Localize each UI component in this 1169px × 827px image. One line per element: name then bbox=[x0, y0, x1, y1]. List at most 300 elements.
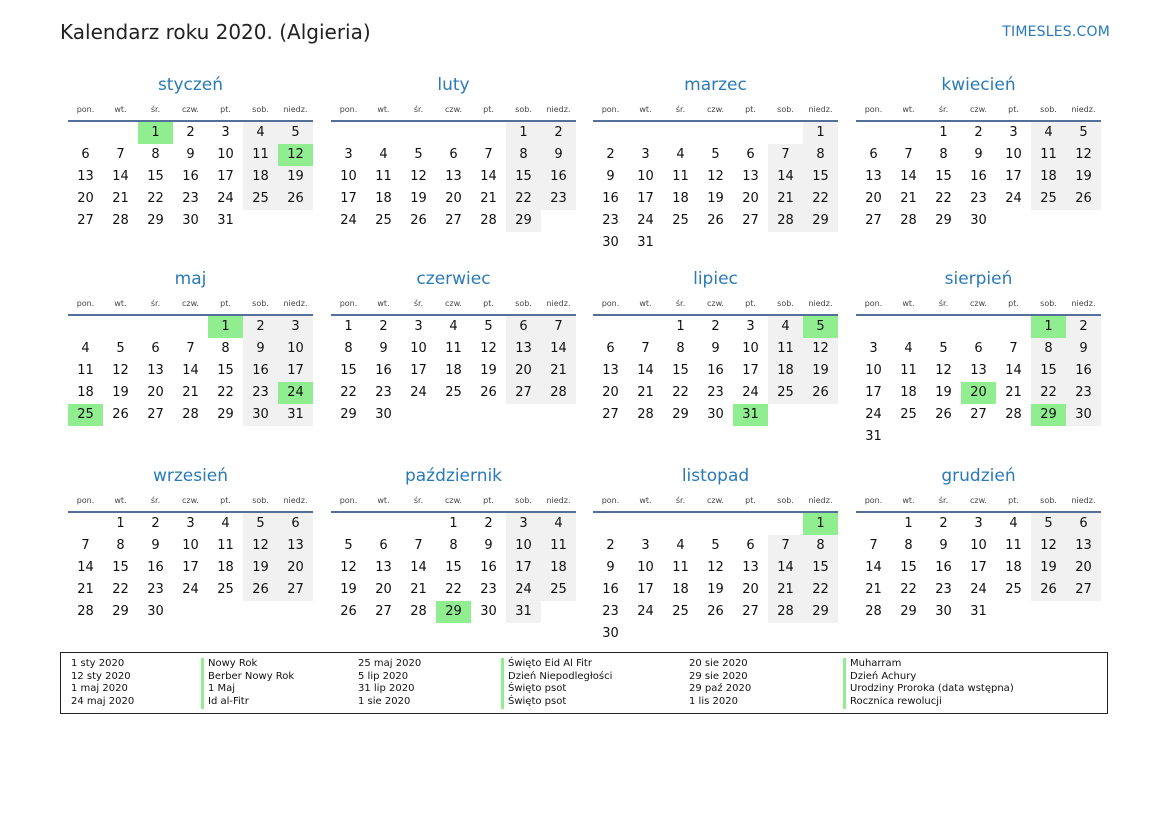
day-cell: 31 bbox=[865, 429, 882, 444]
day-cell: 16 bbox=[375, 363, 392, 378]
day-cell: 6 bbox=[606, 341, 615, 356]
day-cell: 23 bbox=[541, 188, 576, 210]
weekday-label: sob. bbox=[252, 299, 269, 308]
day-cell: 12 bbox=[243, 535, 278, 557]
legend-date: 29 sie 2020 bbox=[689, 670, 748, 682]
day-cell: 9 bbox=[186, 147, 195, 162]
day-cell: 17 bbox=[637, 191, 654, 206]
day-cell: 31 bbox=[637, 235, 654, 250]
weekday-header bbox=[856, 491, 1101, 513]
day-cell: 6 bbox=[869, 147, 878, 162]
day-cell: 17 bbox=[217, 169, 234, 184]
day-cell: 22 bbox=[112, 582, 129, 597]
day-cell: 16 bbox=[147, 560, 164, 575]
day-cell: 21 bbox=[112, 191, 129, 206]
day-cell: 16 bbox=[970, 169, 987, 184]
weekday-label: niedz. bbox=[546, 496, 571, 505]
day-cell: 22 bbox=[900, 582, 917, 597]
day-cell: 1 bbox=[449, 516, 458, 531]
empty-cell bbox=[436, 122, 471, 144]
weekday-label: sob. bbox=[1040, 496, 1057, 505]
weekday-label: niedz. bbox=[546, 105, 571, 114]
weekday-label: śr. bbox=[150, 105, 161, 114]
legend-holiday-name: Rocznica rewolucji bbox=[843, 696, 1014, 709]
weekday-label: śr. bbox=[675, 496, 686, 505]
weekday-label: śr. bbox=[675, 299, 686, 308]
day-cell: 12 bbox=[480, 341, 497, 356]
legend-names bbox=[501, 658, 612, 709]
day-cell: 25 bbox=[445, 385, 462, 400]
empty-cell bbox=[628, 122, 663, 144]
day-grid bbox=[856, 316, 1101, 448]
weekday-header bbox=[856, 294, 1101, 316]
day-cell: 24 bbox=[182, 582, 199, 597]
day-cell: 26 bbox=[707, 604, 724, 619]
weekday-label: śr. bbox=[938, 105, 949, 114]
day-cell: 13 bbox=[742, 560, 759, 575]
day-cell: 15 bbox=[445, 560, 462, 575]
day-cell: 2 bbox=[939, 516, 948, 531]
weekday-label: wt. bbox=[114, 105, 127, 114]
day-cell: 9 bbox=[974, 147, 983, 162]
weekday-label: pon. bbox=[339, 496, 358, 505]
weekday-label: czw. bbox=[182, 105, 199, 114]
weekday-label: czw. bbox=[182, 299, 199, 308]
day-cell: 25 bbox=[217, 582, 234, 597]
day-cell: 29 bbox=[112, 604, 129, 619]
day-cell: 14 bbox=[112, 169, 129, 184]
holiday-cell: 31 bbox=[733, 404, 768, 426]
day-grid bbox=[856, 122, 1101, 232]
day-cell: 15 bbox=[803, 166, 838, 188]
day-cell: 17 bbox=[637, 582, 654, 597]
day-cell: 4 bbox=[81, 341, 90, 356]
day-cell: 10 bbox=[278, 338, 313, 360]
month-name: kwiecień bbox=[941, 75, 1016, 95]
day-cell: 21 bbox=[480, 191, 497, 206]
day-grid bbox=[331, 122, 576, 232]
empty-cell bbox=[891, 316, 926, 338]
day-cell: 27 bbox=[865, 213, 882, 228]
day-cell: 21 bbox=[865, 582, 882, 597]
weekday-label: wt. bbox=[377, 496, 390, 505]
brand-logo[interactable]: TIMESLES.COM bbox=[1002, 24, 1110, 40]
empty-cell bbox=[401, 122, 436, 144]
day-cell: 27 bbox=[742, 213, 759, 228]
day-cell: 16 bbox=[602, 191, 619, 206]
empty-cell bbox=[856, 513, 891, 535]
weekday-header bbox=[68, 100, 313, 122]
day-cell: 13 bbox=[742, 169, 759, 184]
day-cell: 1 bbox=[803, 122, 838, 144]
day-cell: 8 bbox=[939, 147, 948, 162]
weekday-label: niedz. bbox=[283, 496, 308, 505]
day-cell: 18 bbox=[77, 385, 94, 400]
day-cell: 10 bbox=[970, 538, 987, 553]
day-cell: 25 bbox=[541, 579, 576, 601]
day-cell: 7 bbox=[768, 535, 803, 557]
day-cell: 30 bbox=[935, 604, 952, 619]
day-cell: 12 bbox=[935, 363, 952, 378]
day-cell: 9 bbox=[1066, 338, 1101, 360]
day-cell: 1 bbox=[344, 319, 353, 334]
month-maj bbox=[68, 264, 313, 426]
empty-cell bbox=[663, 513, 698, 535]
empty-cell bbox=[68, 513, 103, 535]
day-cell: 29 bbox=[340, 407, 357, 422]
weekday-label: niedz. bbox=[1071, 105, 1096, 114]
legend-date: 1 lis 2020 bbox=[689, 696, 738, 708]
weekday-label: śr. bbox=[938, 299, 949, 308]
day-cell: 27 bbox=[602, 407, 619, 422]
day-cell: 2 bbox=[606, 538, 615, 553]
month-styczeń bbox=[68, 70, 313, 232]
holiday-cell: 25 bbox=[68, 404, 103, 426]
day-cell: 6 bbox=[151, 341, 160, 356]
day-cell: 13 bbox=[970, 363, 987, 378]
legend-date: 5 lip 2020 bbox=[358, 670, 409, 682]
day-cell: 26 bbox=[1031, 579, 1066, 601]
day-cell: 19 bbox=[410, 191, 427, 206]
day-cell: 24 bbox=[1005, 191, 1022, 206]
day-cell: 3 bbox=[746, 319, 755, 334]
empty-cell bbox=[961, 316, 996, 338]
weekday-label: śr. bbox=[413, 299, 424, 308]
legend-names bbox=[843, 658, 1014, 709]
day-cell: 24 bbox=[410, 385, 427, 400]
day-cell: 8 bbox=[803, 144, 838, 166]
holiday-cell: 12 bbox=[278, 144, 313, 166]
day-cell: 13 bbox=[77, 169, 94, 184]
day-cell: 24 bbox=[865, 407, 882, 422]
weekday-label: niedz. bbox=[808, 496, 833, 505]
day-cell: 17 bbox=[865, 385, 882, 400]
weekday-label: czw. bbox=[445, 496, 462, 505]
legend-date: 1 sty 2020 bbox=[71, 658, 125, 669]
day-cell: 8 bbox=[1031, 338, 1066, 360]
day-cell: 28 bbox=[768, 601, 803, 623]
day-cell: 17 bbox=[742, 363, 759, 378]
legend-date: 25 maj 2020 bbox=[358, 658, 422, 669]
day-cell: 4 bbox=[1031, 122, 1066, 144]
day-cell: 27 bbox=[375, 604, 392, 619]
weekday-label: niedz. bbox=[546, 299, 571, 308]
day-cell: 4 bbox=[541, 513, 576, 535]
empty-cell bbox=[103, 122, 138, 144]
day-cell: 19 bbox=[1066, 166, 1101, 188]
day-cell: 22 bbox=[147, 191, 164, 206]
legend-date: 1 maj 2020 bbox=[71, 683, 128, 695]
day-cell: 7 bbox=[484, 147, 493, 162]
weekday-label: pt. bbox=[745, 299, 756, 308]
day-cell: 9 bbox=[379, 341, 388, 356]
day-cell: 3 bbox=[506, 513, 541, 535]
empty-cell bbox=[471, 122, 506, 144]
month-kwiecień bbox=[856, 70, 1101, 232]
day-cell: 30 bbox=[602, 235, 619, 250]
weekday-label: niedz. bbox=[808, 105, 833, 114]
day-cell: 28 bbox=[112, 213, 129, 228]
legend-holiday-name: Dzień Achury bbox=[843, 671, 1014, 684]
legend-names bbox=[201, 658, 294, 709]
day-cell: 9 bbox=[243, 338, 278, 360]
weekday-label: pon. bbox=[864, 299, 883, 308]
empty-cell bbox=[68, 316, 103, 338]
day-cell: 9 bbox=[606, 169, 615, 184]
weekday-label: pt. bbox=[1008, 496, 1019, 505]
weekday-label: pon. bbox=[339, 105, 358, 114]
weekday-label: pt. bbox=[220, 496, 231, 505]
day-cell: 19 bbox=[707, 191, 724, 206]
day-cell: 9 bbox=[711, 341, 720, 356]
day-cell: 17 bbox=[410, 363, 427, 378]
weekday-label: niedz. bbox=[808, 299, 833, 308]
day-cell: 27 bbox=[278, 579, 313, 601]
empty-cell bbox=[628, 513, 663, 535]
day-cell: 2 bbox=[151, 516, 160, 531]
empty-cell bbox=[593, 513, 628, 535]
empty-cell bbox=[733, 513, 768, 535]
day-cell: 26 bbox=[112, 407, 129, 422]
day-cell: 2 bbox=[1066, 316, 1101, 338]
day-cell: 4 bbox=[379, 147, 388, 162]
day-cell: 11 bbox=[375, 169, 392, 184]
legend-holiday-name: Id al-Fitr bbox=[201, 696, 294, 709]
weekday-label: śr. bbox=[150, 299, 161, 308]
day-cell: 8 bbox=[904, 538, 913, 553]
legend-date: 20 sie 2020 bbox=[689, 658, 748, 669]
month-name: luty bbox=[437, 75, 470, 95]
day-cell: 26 bbox=[707, 213, 724, 228]
day-cell: 5 bbox=[278, 122, 313, 144]
day-cell: 15 bbox=[147, 169, 164, 184]
day-cell: 29 bbox=[217, 407, 234, 422]
day-cell: 8 bbox=[116, 538, 125, 553]
day-cell: 28 bbox=[865, 604, 882, 619]
day-cell: 5 bbox=[1031, 513, 1066, 535]
weekday-label: niedz. bbox=[1071, 496, 1096, 505]
day-cell: 22 bbox=[217, 385, 234, 400]
day-cell: 12 bbox=[410, 169, 427, 184]
month-name: listopad bbox=[681, 466, 750, 486]
day-cell: 29 bbox=[900, 604, 917, 619]
holiday-cell: 5 bbox=[803, 316, 838, 338]
day-cell: 16 bbox=[935, 560, 952, 575]
weekday-label: sob. bbox=[1040, 299, 1057, 308]
day-cell: 6 bbox=[746, 538, 755, 553]
weekday-label: sob. bbox=[515, 299, 532, 308]
weekday-header bbox=[68, 491, 313, 513]
weekday-label: śr. bbox=[150, 496, 161, 505]
day-cell: 2 bbox=[711, 319, 720, 334]
day-cell: 26 bbox=[935, 407, 952, 422]
holiday-cell: 1 bbox=[208, 316, 243, 338]
month-wrzesień bbox=[68, 461, 313, 623]
day-cell: 4 bbox=[676, 538, 685, 553]
day-cell: 27 bbox=[970, 407, 987, 422]
weekday-label: wt. bbox=[377, 105, 390, 114]
day-cell: 21 bbox=[637, 385, 654, 400]
weekday-label: sob. bbox=[777, 105, 794, 114]
day-cell: 13 bbox=[865, 169, 882, 184]
day-cell: 30 bbox=[243, 404, 278, 426]
day-cell: 10 bbox=[742, 341, 759, 356]
empty-cell bbox=[768, 122, 803, 144]
day-cell: 22 bbox=[803, 579, 838, 601]
month-name: styczeń bbox=[157, 75, 224, 95]
day-grid bbox=[68, 316, 313, 426]
month-czerwiec bbox=[331, 264, 576, 426]
day-cell: 15 bbox=[217, 363, 234, 378]
day-cell: 12 bbox=[340, 560, 357, 575]
day-grid bbox=[68, 122, 313, 232]
day-cell: 7 bbox=[904, 147, 913, 162]
weekday-label: pt. bbox=[745, 105, 756, 114]
day-cell: 4 bbox=[1009, 516, 1018, 531]
day-cell: 10 bbox=[1005, 147, 1022, 162]
weekday-label: pon. bbox=[601, 299, 620, 308]
day-grid bbox=[856, 513, 1101, 623]
empty-cell bbox=[996, 316, 1031, 338]
day-cell: 21 bbox=[768, 579, 803, 601]
holiday-cell: 24 bbox=[278, 382, 313, 404]
day-cell: 15 bbox=[340, 363, 357, 378]
legend-date: 12 sty 2020 bbox=[71, 670, 131, 682]
day-cell: 14 bbox=[900, 169, 917, 184]
day-cell: 3 bbox=[869, 341, 878, 356]
weekday-label: śr. bbox=[413, 105, 424, 114]
day-cell: 26 bbox=[278, 188, 313, 210]
day-cell: 28 bbox=[182, 407, 199, 422]
day-cell: 24 bbox=[970, 582, 987, 597]
day-cell: 7 bbox=[541, 316, 576, 338]
day-cell: 15 bbox=[672, 363, 689, 378]
weekday-label: czw. bbox=[707, 105, 724, 114]
day-cell: 11 bbox=[445, 341, 462, 356]
day-cell: 16 bbox=[480, 560, 497, 575]
day-cell: 5 bbox=[484, 319, 493, 334]
day-cell: 14 bbox=[1005, 363, 1022, 378]
month-name: czerwiec bbox=[416, 269, 491, 289]
day-cell: 19 bbox=[278, 166, 313, 188]
day-cell: 9 bbox=[939, 538, 948, 553]
weekday-label: czw. bbox=[707, 496, 724, 505]
weekday-label: pt. bbox=[483, 299, 494, 308]
weekday-label: pt. bbox=[1008, 299, 1019, 308]
weekday-label: pt. bbox=[220, 105, 231, 114]
day-cell: 10 bbox=[637, 169, 654, 184]
day-cell: 1 bbox=[676, 319, 685, 334]
holiday-cell: 1 bbox=[803, 513, 838, 535]
weekday-label: sob. bbox=[252, 496, 269, 505]
weekday-header bbox=[593, 100, 838, 122]
day-cell: 10 bbox=[865, 363, 882, 378]
holiday-cell: 1 bbox=[1031, 316, 1066, 338]
day-cell: 7 bbox=[414, 538, 423, 553]
day-cell: 5 bbox=[116, 341, 125, 356]
empty-cell bbox=[68, 122, 103, 144]
day-cell: 26 bbox=[410, 213, 427, 228]
weekday-label: sob. bbox=[515, 496, 532, 505]
day-cell: 14 bbox=[637, 363, 654, 378]
day-cell: 12 bbox=[112, 363, 129, 378]
holiday-cell: 1 bbox=[138, 122, 173, 144]
empty-cell bbox=[628, 316, 663, 338]
day-cell: 18 bbox=[1005, 560, 1022, 575]
day-cell: 26 bbox=[1066, 188, 1101, 210]
day-cell: 17 bbox=[182, 560, 199, 575]
day-cell: 20 bbox=[742, 582, 759, 597]
day-cell: 4 bbox=[449, 319, 458, 334]
day-cell: 7 bbox=[768, 144, 803, 166]
day-cell: 18 bbox=[541, 557, 576, 579]
empty-cell bbox=[663, 122, 698, 144]
day-cell: 3 bbox=[641, 147, 650, 162]
legend-holiday-name: 1 Maj bbox=[201, 683, 294, 696]
day-cell: 17 bbox=[506, 557, 541, 579]
day-cell: 6 bbox=[506, 316, 541, 338]
weekday-label: pon. bbox=[864, 496, 883, 505]
day-cell: 20 bbox=[865, 191, 882, 206]
weekday-label: czw. bbox=[445, 105, 462, 114]
day-cell: 8 bbox=[803, 535, 838, 557]
day-cell: 25 bbox=[375, 213, 392, 228]
day-cell: 23 bbox=[1066, 382, 1101, 404]
legend-date: 1 sie 2020 bbox=[358, 696, 411, 708]
day-cell: 17 bbox=[340, 191, 357, 206]
day-cell: 8 bbox=[449, 538, 458, 553]
day-cell: 29 bbox=[672, 407, 689, 422]
day-cell: 30 bbox=[1066, 404, 1101, 426]
empty-cell bbox=[926, 316, 961, 338]
day-cell: 23 bbox=[147, 582, 164, 597]
day-cell: 28 bbox=[900, 213, 917, 228]
weekday-label: śr. bbox=[675, 105, 686, 114]
weekday-label: niedz. bbox=[283, 105, 308, 114]
month-luty bbox=[331, 70, 576, 232]
day-cell: 28 bbox=[1005, 407, 1022, 422]
day-cell: 12 bbox=[707, 560, 724, 575]
day-cell: 22 bbox=[672, 385, 689, 400]
day-cell: 21 bbox=[900, 191, 917, 206]
day-cell: 8 bbox=[151, 147, 160, 162]
day-cell: 3 bbox=[186, 516, 195, 531]
day-cell: 17 bbox=[1005, 169, 1022, 184]
weekday-label: pon. bbox=[601, 496, 620, 505]
day-cell: 11 bbox=[672, 560, 689, 575]
weekday-header bbox=[68, 294, 313, 316]
day-cell: 25 bbox=[900, 407, 917, 422]
day-grid bbox=[331, 513, 576, 623]
day-cell: 28 bbox=[768, 210, 803, 232]
month-lipiec bbox=[593, 264, 838, 426]
day-cell: 2 bbox=[484, 516, 493, 531]
day-cell: 19 bbox=[1031, 557, 1066, 579]
day-cell: 3 bbox=[221, 125, 230, 140]
day-cell: 3 bbox=[641, 538, 650, 553]
empty-cell bbox=[698, 513, 733, 535]
day-cell: 15 bbox=[506, 166, 541, 188]
weekday-label: pt. bbox=[220, 299, 231, 308]
month-październik bbox=[331, 461, 576, 623]
day-cell: 18 bbox=[375, 191, 392, 206]
day-cell: 28 bbox=[77, 604, 94, 619]
legend-holiday-name: Święto Eid Al Fitr bbox=[501, 658, 612, 671]
empty-cell bbox=[366, 513, 401, 535]
day-cell: 1 bbox=[506, 122, 541, 144]
day-cell: 4 bbox=[221, 516, 230, 531]
weekday-label: czw. bbox=[182, 496, 199, 505]
